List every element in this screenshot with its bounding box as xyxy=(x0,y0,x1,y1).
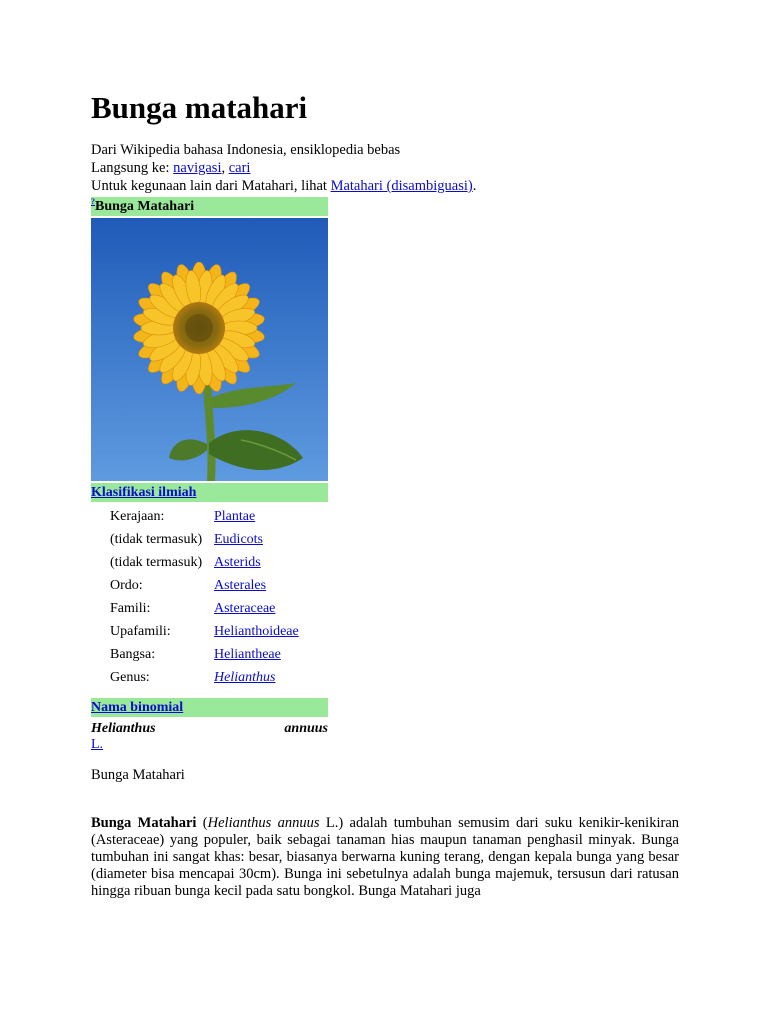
taxonomy-link[interactable]: Asteraceae xyxy=(214,601,276,616)
taxonomy-link[interactable]: Asterales xyxy=(214,578,267,593)
paragraph-body: L.) adalah tumbuhan semusim dari suku kenikir-kenikiran (Asteraceae) yang populer, baik sebagai tanaman hias maupun tanaman penghasil minyak. Bunga tumbuhan ini sangat khas: besar, biasanya berwarna kuning terang, dengan kepala bunga yang besar (diameter bisa mencapai 30cm). Bunga ini sebetulnya adalah bunga majemuk, tersusun dari ratusan hingga ribuan bunga kecil pada satu bongkol. Bunga Matahari juga xyxy=(91,814,680,899)
search-link[interactable]: cari xyxy=(228,160,251,176)
taxonomy-row xyxy=(110,577,301,600)
taxonomy-row xyxy=(110,508,301,531)
taxonomy-rank: Kerajaan: xyxy=(110,509,165,524)
jump-prefix: Langsung ke: xyxy=(91,160,174,176)
taxobox-title xyxy=(91,197,328,216)
jump-separator: , xyxy=(221,160,229,176)
taxobox xyxy=(91,197,328,753)
taxobox-help-link[interactable]: ? xyxy=(91,197,95,206)
disambiguation-link[interactable]: Matahari (disambiguasi) xyxy=(330,178,473,194)
taxonomy-value xyxy=(214,554,301,577)
taxonomy-rank: Upafamili: xyxy=(110,624,171,639)
taxonomy-link[interactable]: Helianthus xyxy=(214,670,276,685)
taxonomy-rank: Genus: xyxy=(110,670,150,685)
binomial-header xyxy=(91,698,328,717)
taxonomy-value xyxy=(214,646,301,669)
disambiguation-suffix: . xyxy=(472,178,477,194)
taxonomy-link[interactable]: Eudicots xyxy=(214,532,263,547)
article-meta xyxy=(91,141,476,195)
taxonomy-row xyxy=(110,623,301,646)
navigation-link[interactable]: navigasi xyxy=(173,160,222,176)
taxonomy-row xyxy=(110,531,301,554)
taxonomy-rank: Famili: xyxy=(110,601,151,616)
taxonomy-value xyxy=(214,531,301,554)
lead-term: Bunga Matahari xyxy=(91,814,197,831)
disambiguation-line xyxy=(91,177,476,195)
taxonomy-table xyxy=(110,508,301,692)
taxonomy-rank: Bangsa: xyxy=(110,647,156,662)
scientific-name: Helianthus annuus xyxy=(207,814,320,831)
taxonomy-link[interactable]: Helianthoideae xyxy=(214,624,299,639)
binomial-genus: Helianthus xyxy=(91,721,156,736)
source-line: Dari Wikipedia bahasa Indonesia, ensiklopedia bebas xyxy=(91,142,401,158)
classification-link[interactable]: Klasifikasi ilmiah xyxy=(91,485,197,500)
taxonomy-value xyxy=(214,577,301,600)
taxonomy-link[interactable]: Heliantheae xyxy=(214,647,281,662)
sunflower-image[interactable] xyxy=(91,218,328,481)
taxonomy-value xyxy=(214,623,301,646)
taxonomy-link[interactable]: Plantae xyxy=(214,509,256,524)
classification-header xyxy=(91,483,328,502)
taxonomy-row xyxy=(110,554,301,577)
taxobox-title-text: Bunga Matahari xyxy=(95,199,195,214)
binomial-species: annuus xyxy=(284,721,328,736)
disambiguation-prefix: Untuk kegunaan lain dari Matahari, lihat xyxy=(91,178,331,194)
binomial-author-link[interactable]: L. xyxy=(91,737,104,752)
jump-line xyxy=(91,159,476,177)
intro-paragraph xyxy=(91,815,679,900)
image-caption: Bunga Matahari xyxy=(91,767,185,783)
binomial-name xyxy=(91,721,328,753)
taxonomy-row xyxy=(110,646,301,669)
taxonomy-value xyxy=(214,669,301,692)
taxonomy-row xyxy=(110,600,301,623)
taxonomy-link[interactable]: Asterids xyxy=(214,555,261,570)
taxonomy-rank: Ordo: xyxy=(110,578,143,593)
page-title: Bunga matahari xyxy=(91,90,308,125)
taxonomy-row xyxy=(110,669,301,692)
paren-open: ( xyxy=(196,814,208,831)
taxonomy-rank: (tidak termasuk) xyxy=(110,532,203,547)
taxonomy-value xyxy=(214,600,301,623)
taxonomy-value xyxy=(214,508,301,531)
binomial-link[interactable]: Nama binomial xyxy=(91,700,184,715)
taxonomy-rank: (tidak termasuk) xyxy=(110,555,203,570)
